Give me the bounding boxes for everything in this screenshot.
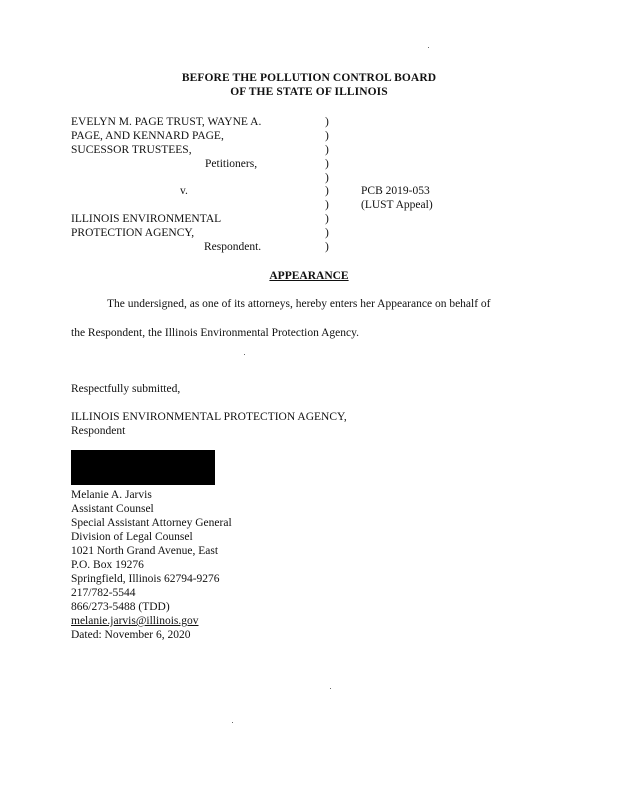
scan-speck <box>244 354 245 355</box>
redacted-signature <box>71 450 215 485</box>
petitioner-line-1: EVELYN M. PAGE TRUST, WAYNE A. <box>71 116 262 128</box>
caption-paren: ) <box>325 199 329 211</box>
respondent-label: Respondent. <box>204 241 262 253</box>
po-box: P.O. Box 19276 <box>71 559 144 571</box>
attorney-title-2: Special Assistant Attorney General <box>71 517 232 529</box>
street-address: 1021 North Grand Avenue, East <box>71 545 219 557</box>
email-link[interactable]: melanie.jarvis@illinois.gov <box>71 615 199 627</box>
body-line-1: The undersigned, as one of its attorneys, hereby enters her Appearance on behalf of <box>107 298 491 310</box>
phone-number: 217/782-5544 <box>71 587 136 599</box>
court-heading-line-1: BEFORE THE POLLUTION CONTROL BOARD <box>181 72 437 84</box>
petitioners-label: Petitioners, <box>205 158 258 170</box>
respectfully-submitted: Respectfully submitted, <box>71 383 181 395</box>
caption-paren: ) <box>325 158 329 170</box>
versus-label: v. <box>180 185 188 197</box>
case-type: (LUST Appeal) <box>361 199 433 211</box>
caption-paren: ) <box>325 241 329 253</box>
petitioner-line-3: SUCESSOR TRUSTEES, <box>71 144 192 156</box>
caption-paren: ) <box>325 227 329 239</box>
petitioner-line-2: PAGE, AND KENNARD PAGE, <box>71 130 224 142</box>
document-title: APPEARANCE <box>269 270 349 282</box>
respondent-line-2: PROTECTION AGENCY, <box>71 227 195 239</box>
caption-paren: ) <box>325 213 329 225</box>
division-name: Division of Legal Counsel <box>71 531 193 543</box>
respondent-line-1: ILLINOIS ENVIRONMENTAL <box>71 213 222 225</box>
scan-speck <box>232 722 233 723</box>
city-state-zip: Springfield, Illinois 62794-9276 <box>71 573 220 585</box>
agency-role: Respondent <box>71 425 126 437</box>
scan-speck <box>428 47 429 48</box>
tdd-number: 866/273-5488 (TDD) <box>71 601 170 613</box>
scan-speck <box>330 688 331 689</box>
caption-paren: ) <box>325 185 329 197</box>
caption-paren: ) <box>325 172 329 184</box>
caption-paren: ) <box>325 144 329 156</box>
court-heading-line-2: OF THE STATE OF ILLINOIS <box>230 86 388 98</box>
caption-paren: ) <box>325 116 329 128</box>
caption-paren: ) <box>325 130 329 142</box>
body-line-2: the Respondent, the Illinois Environmental Protection Agency. <box>71 327 359 339</box>
date-line: Dated: November 6, 2020 <box>71 629 191 641</box>
attorney-title: Assistant Counsel <box>71 503 154 515</box>
attorney-name: Melanie A. Jarvis <box>71 489 152 501</box>
agency-name: ILLINOIS ENVIRONMENTAL PROTECTION AGENCY, <box>71 411 347 423</box>
case-number: PCB 2019-053 <box>361 185 430 197</box>
